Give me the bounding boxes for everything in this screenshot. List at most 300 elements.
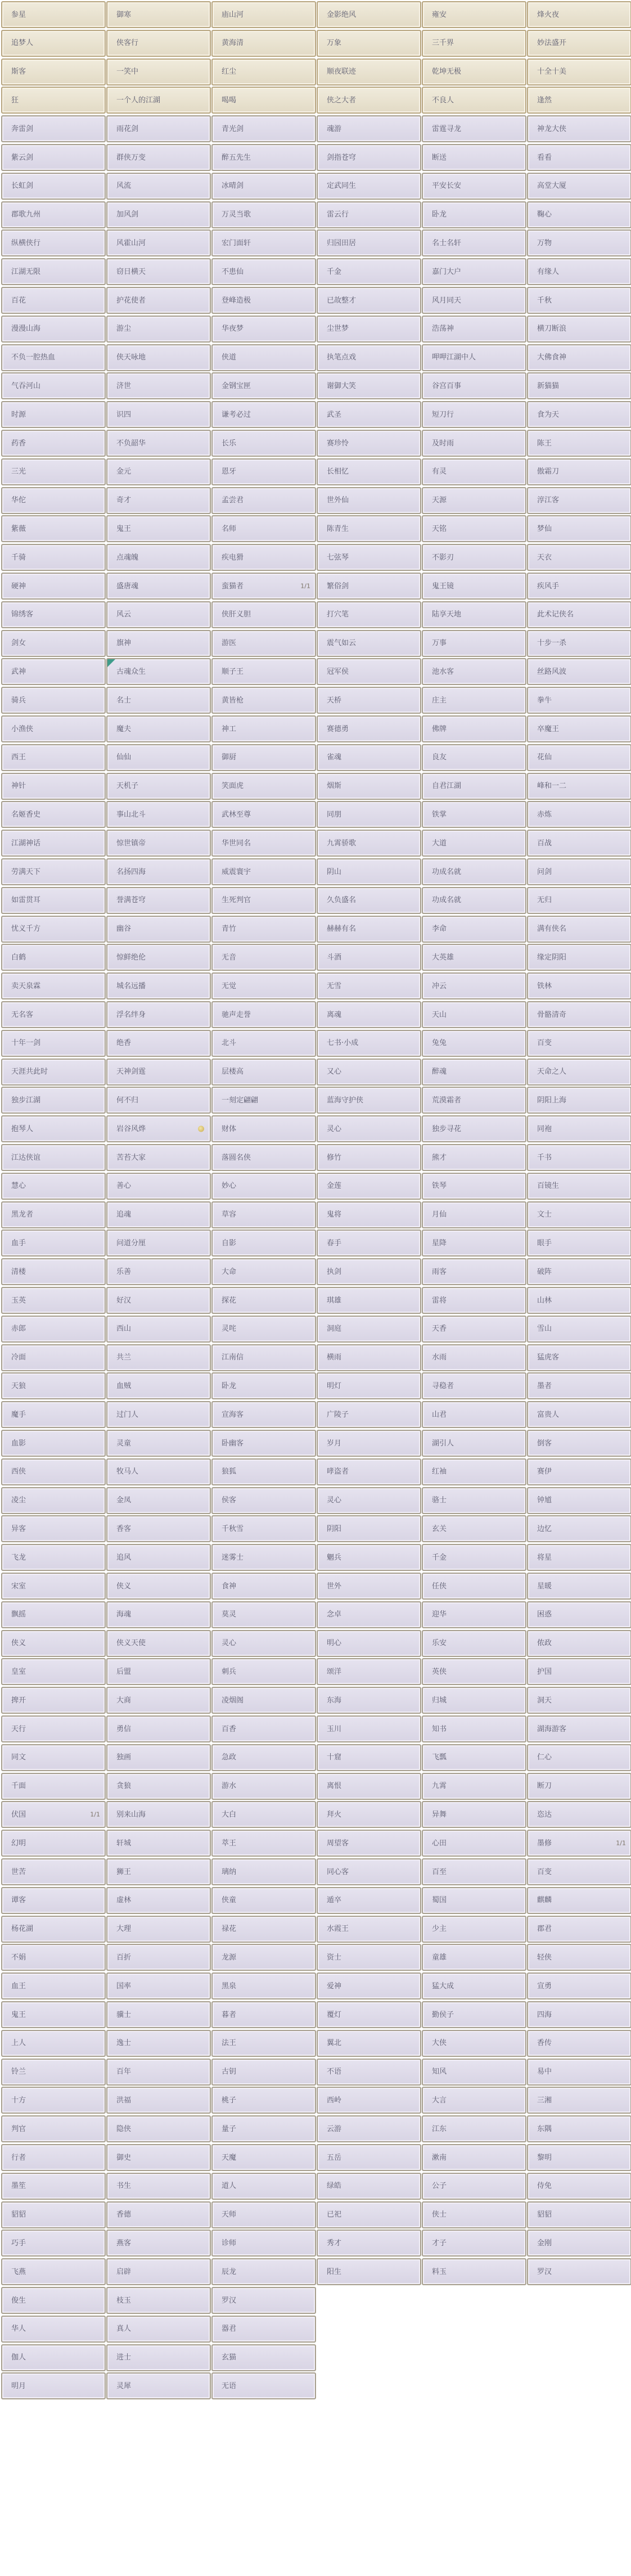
- title-cell[interactable]: [317, 458, 421, 485]
- title-cell[interactable]: [317, 401, 421, 428]
- title-cell[interactable]: [422, 1230, 526, 1257]
- title-cell[interactable]: [106, 2173, 211, 2200]
- title-cell[interactable]: [106, 1515, 211, 1542]
- title-cell[interactable]: [317, 830, 421, 857]
- title-cell[interactable]: [527, 344, 631, 371]
- title-cell[interactable]: [211, 1401, 316, 1428]
- title-cell[interactable]: [422, 601, 526, 628]
- title-cell[interactable]: [422, 1858, 526, 1885]
- title-cell[interactable]: [317, 487, 421, 514]
- title-cell[interactable]: [106, 1173, 211, 1200]
- title-cell[interactable]: [317, 1487, 421, 1514]
- title-cell[interactable]: [317, 1830, 421, 1857]
- title-cell[interactable]: [106, 544, 211, 571]
- title-cell[interactable]: [211, 2372, 316, 2399]
- title-cell[interactable]: [422, 887, 526, 914]
- title-cell[interactable]: [1, 2316, 106, 2343]
- title-cell[interactable]: [317, 1, 421, 28]
- title-cell[interactable]: [317, 316, 421, 343]
- title-cell[interactable]: [211, 201, 316, 228]
- title-cell[interactable]: [1, 487, 106, 514]
- title-cell[interactable]: [527, 744, 631, 771]
- title-cell[interactable]: [211, 1059, 316, 1086]
- title-cell[interactable]: [1, 830, 106, 857]
- title-cell[interactable]: [317, 2230, 421, 2257]
- title-cell[interactable]: [1, 1144, 106, 1171]
- title-cell[interactable]: [422, 1144, 526, 1171]
- title-cell[interactable]: [211, 830, 316, 857]
- title-cell[interactable]: [422, 87, 526, 114]
- title-cell[interactable]: [1, 1658, 106, 1685]
- title-cell[interactable]: [106, 2144, 211, 2171]
- title-cell[interactable]: [106, 1487, 211, 1514]
- title-cell[interactable]: [527, 858, 631, 885]
- title-cell[interactable]: [317, 1401, 421, 1428]
- title-cell[interactable]: [1, 2144, 106, 2171]
- title-cell[interactable]: [527, 573, 631, 600]
- title-cell[interactable]: [211, 287, 316, 314]
- title-cell[interactable]: [1, 1487, 106, 1514]
- title-cell[interactable]: [211, 1287, 316, 1314]
- title-cell[interactable]: [211, 2115, 316, 2142]
- title-cell[interactable]: [527, 173, 631, 200]
- title-cell[interactable]: [317, 687, 421, 714]
- title-cell[interactable]: [211, 1773, 316, 1800]
- title-cell[interactable]: [317, 1344, 421, 1371]
- title-cell[interactable]: [1, 1087, 106, 1114]
- title-cell[interactable]: [422, 515, 526, 542]
- title-cell[interactable]: [317, 1972, 421, 1999]
- title-cell[interactable]: [211, 1801, 316, 1828]
- title-cell[interactable]: [1, 316, 106, 343]
- title-cell[interactable]: [211, 1887, 316, 1914]
- title-cell[interactable]: [527, 2173, 631, 2200]
- title-cell[interactable]: [211, 573, 316, 600]
- title-cell[interactable]: [422, 1401, 526, 1428]
- title-cell[interactable]: [422, 1830, 526, 1857]
- title-cell[interactable]: [106, 630, 211, 657]
- title-cell[interactable]: [106, 1544, 211, 1571]
- title-cell[interactable]: [1, 115, 106, 142]
- title-cell[interactable]: [106, 1658, 211, 1685]
- title-cell[interactable]: [211, 1201, 316, 1228]
- title-cell[interactable]: [211, 1115, 316, 1142]
- title-cell[interactable]: [211, 1, 316, 28]
- title-cell[interactable]: [317, 30, 421, 57]
- title-cell[interactable]: [106, 1316, 211, 1343]
- title-cell[interactable]: [1, 2344, 106, 2371]
- title-cell[interactable]: [1, 1430, 106, 1457]
- title-cell[interactable]: [1, 2230, 106, 2257]
- title-cell[interactable]: [106, 1287, 211, 1314]
- title-cell[interactable]: [422, 1059, 526, 1086]
- title-cell[interactable]: [422, 1258, 526, 1285]
- title-cell[interactable]: [1, 658, 106, 685]
- title-cell[interactable]: [422, 944, 526, 971]
- title-cell[interactable]: [106, 2059, 211, 2086]
- title-cell[interactable]: [527, 1601, 631, 1628]
- title-cell[interactable]: [422, 1916, 526, 1943]
- title-cell[interactable]: [422, 1573, 526, 1600]
- title-cell[interactable]: [527, 1573, 631, 1600]
- title-cell[interactable]: [106, 201, 211, 228]
- title-cell[interactable]: [106, 1, 211, 28]
- title-cell[interactable]: [106, 2201, 211, 2228]
- title-cell[interactable]: [1, 1030, 106, 1057]
- title-cell[interactable]: [106, 1458, 211, 1485]
- title-cell[interactable]: [422, 1115, 526, 1142]
- title-cell[interactable]: [422, 715, 526, 742]
- title-cell[interactable]: [527, 58, 631, 85]
- title-cell[interactable]: [106, 2001, 211, 2028]
- title-cell[interactable]: [1, 1773, 106, 1800]
- title-cell[interactable]: [106, 801, 211, 828]
- title-cell[interactable]: [106, 58, 211, 85]
- title-cell[interactable]: [211, 1744, 316, 1771]
- title-cell[interactable]: [106, 1001, 211, 1028]
- title-cell[interactable]: [527, 1401, 631, 1428]
- title-cell[interactable]: [1, 887, 106, 914]
- title-cell[interactable]: [527, 1344, 631, 1371]
- title-cell[interactable]: [1, 1744, 106, 1771]
- title-cell[interactable]: [422, 1201, 526, 1228]
- title-cell[interactable]: [317, 1258, 421, 1285]
- title-cell[interactable]: [211, 1372, 316, 1399]
- title-cell[interactable]: [422, 1287, 526, 1314]
- title-cell[interactable]: [1, 744, 106, 771]
- title-cell[interactable]: [317, 1944, 421, 1971]
- title-cell[interactable]: [211, 801, 316, 828]
- title-cell[interactable]: [1, 372, 106, 399]
- title-cell[interactable]: [527, 1515, 631, 1542]
- title-cell[interactable]: [1, 287, 106, 314]
- title-cell[interactable]: [1, 144, 106, 171]
- title-cell[interactable]: [211, 344, 316, 371]
- title-cell[interactable]: [317, 1201, 421, 1228]
- title-cell[interactable]: [317, 858, 421, 885]
- title-cell[interactable]: [317, 1115, 421, 1142]
- title-cell[interactable]: [317, 601, 421, 628]
- title-cell[interactable]: [106, 487, 211, 514]
- title-cell[interactable]: [106, 1715, 211, 1742]
- title-cell[interactable]: [527, 201, 631, 228]
- title-cell[interactable]: [106, 1230, 211, 1257]
- title-cell[interactable]: [527, 316, 631, 343]
- title-cell[interactable]: [1, 87, 106, 114]
- title-cell[interactable]: [106, 1773, 211, 1800]
- title-cell[interactable]: [317, 2059, 421, 2086]
- title-cell[interactable]: [527, 1887, 631, 1914]
- title-cell[interactable]: [1, 858, 106, 885]
- title-cell[interactable]: [211, 2059, 316, 2086]
- title-cell[interactable]: [106, 858, 211, 885]
- title-cell[interactable]: [422, 1173, 526, 1200]
- title-cell[interactable]: [317, 515, 421, 542]
- title-cell[interactable]: [1, 1916, 106, 1943]
- title-cell[interactable]: [106, 916, 211, 943]
- title-cell[interactable]: [106, 1372, 211, 1399]
- title-cell[interactable]: [1, 1258, 106, 1285]
- title-cell[interactable]: [211, 58, 316, 85]
- title-cell[interactable]: [422, 1801, 526, 1828]
- title-cell[interactable]: [422, 2059, 526, 2086]
- title-cell[interactable]: [422, 2230, 526, 2257]
- title-cell[interactable]: [422, 630, 526, 657]
- title-cell[interactable]: [317, 1458, 421, 1485]
- title-cell[interactable]: [211, 1458, 316, 1485]
- title-cell[interactable]: [527, 1144, 631, 1171]
- title-cell[interactable]: [106, 430, 211, 457]
- title-cell[interactable]: [211, 2087, 316, 2114]
- title-cell[interactable]: [1, 58, 106, 85]
- title-cell[interactable]: [106, 2344, 211, 2371]
- title-cell[interactable]: [422, 287, 526, 314]
- title-cell[interactable]: [317, 2173, 421, 2200]
- title-cell[interactable]: [211, 401, 316, 428]
- title-cell[interactable]: [317, 744, 421, 771]
- title-cell[interactable]: [527, 1687, 631, 1714]
- title-cell[interactable]: [106, 1430, 211, 1457]
- title-cell[interactable]: [1, 2001, 106, 2028]
- title-cell[interactable]: [422, 229, 526, 256]
- title-cell[interactable]: [422, 658, 526, 685]
- title-cell[interactable]: [527, 1458, 631, 1485]
- title-cell[interactable]: [527, 1258, 631, 1285]
- title-cell[interactable]: [106, 2372, 211, 2399]
- title-cell[interactable]: [211, 1344, 316, 1371]
- title-cell[interactable]: [422, 1087, 526, 1114]
- title-cell[interactable]: [106, 1258, 211, 1285]
- title-cell[interactable]: [317, 430, 421, 457]
- title-cell[interactable]: [317, 258, 421, 285]
- title-cell[interactable]: [317, 287, 421, 314]
- title-cell[interactable]: [1, 801, 106, 828]
- title-cell[interactable]: [422, 372, 526, 399]
- title-cell[interactable]: [527, 544, 631, 571]
- title-cell[interactable]: [1, 430, 106, 457]
- title-cell[interactable]: [211, 2258, 316, 2285]
- title-cell[interactable]: [422, 487, 526, 514]
- title-cell[interactable]: [106, 258, 211, 285]
- title-cell[interactable]: [527, 1487, 631, 1514]
- title-cell[interactable]: [1, 229, 106, 256]
- title-cell[interactable]: [422, 316, 526, 343]
- title-cell[interactable]: [422, 2087, 526, 2114]
- title-cell[interactable]: [422, 258, 526, 285]
- title-cell[interactable]: [1, 1573, 106, 1600]
- title-cell[interactable]: [527, 1801, 631, 1828]
- title-cell[interactable]: [1, 544, 106, 571]
- title-cell[interactable]: [422, 687, 526, 714]
- title-cell[interactable]: [317, 1687, 421, 1714]
- title-cell[interactable]: [317, 2201, 421, 2228]
- title-cell[interactable]: [211, 2144, 316, 2171]
- title-cell[interactable]: [422, 1658, 526, 1685]
- title-cell[interactable]: [211, 372, 316, 399]
- title-cell[interactable]: [317, 1744, 421, 1771]
- title-cell[interactable]: [527, 1287, 631, 1314]
- title-cell[interactable]: [1, 201, 106, 228]
- title-cell[interactable]: [211, 87, 316, 114]
- title-cell[interactable]: [211, 1573, 316, 1600]
- title-cell[interactable]: [422, 1372, 526, 1399]
- title-cell[interactable]: [317, 115, 421, 142]
- title-cell[interactable]: [1, 458, 106, 485]
- title-cell[interactable]: [106, 972, 211, 999]
- title-cell[interactable]: [211, 1687, 316, 1714]
- title-cell[interactable]: [527, 601, 631, 628]
- title-cell[interactable]: [1, 1858, 106, 1885]
- title-cell[interactable]: [422, 1430, 526, 1457]
- title-cell[interactable]: [527, 1173, 631, 1200]
- title-cell[interactable]: [317, 144, 421, 171]
- title-cell[interactable]: [106, 1115, 211, 1142]
- title-cell[interactable]: [317, 173, 421, 200]
- title-cell[interactable]: [527, 87, 631, 114]
- title-cell[interactable]: [527, 30, 631, 57]
- title-cell[interactable]: [1, 1801, 106, 1828]
- title-cell[interactable]: [1, 1601, 106, 1628]
- title-cell[interactable]: [1, 1830, 106, 1857]
- title-cell[interactable]: [317, 372, 421, 399]
- title-cell[interactable]: [1, 1687, 106, 1714]
- title-cell[interactable]: [527, 1115, 631, 1142]
- title-cell[interactable]: [527, 258, 631, 285]
- title-cell[interactable]: [317, 972, 421, 999]
- title-cell[interactable]: [106, 2287, 211, 2314]
- title-cell[interactable]: [527, 1630, 631, 1657]
- title-cell[interactable]: [211, 1916, 316, 1943]
- title-cell[interactable]: [211, 30, 316, 57]
- title-cell[interactable]: [317, 2087, 421, 2114]
- title-cell[interactable]: [422, 1030, 526, 1057]
- title-cell[interactable]: [527, 372, 631, 399]
- title-cell[interactable]: [211, 658, 316, 685]
- title-cell[interactable]: [422, 544, 526, 571]
- title-cell[interactable]: [1, 2087, 106, 2114]
- title-cell[interactable]: [211, 544, 316, 571]
- title-cell[interactable]: [317, 944, 421, 971]
- title-cell[interactable]: [211, 687, 316, 714]
- title-cell[interactable]: [527, 773, 631, 800]
- title-cell[interactable]: [1, 1544, 106, 1571]
- title-cell[interactable]: [527, 2230, 631, 2257]
- title-cell[interactable]: [527, 972, 631, 999]
- title-cell[interactable]: [422, 1515, 526, 1542]
- title-cell[interactable]: [317, 1087, 421, 1114]
- title-cell[interactable]: [106, 287, 211, 314]
- title-cell[interactable]: [317, 1144, 421, 1171]
- title-cell[interactable]: [211, 2030, 316, 2057]
- title-cell[interactable]: [317, 801, 421, 828]
- title-cell[interactable]: [211, 1515, 316, 1542]
- title-cell[interactable]: [527, 144, 631, 171]
- title-cell[interactable]: [106, 687, 211, 714]
- title-cell[interactable]: [422, 2144, 526, 2171]
- title-cell[interactable]: [422, 173, 526, 200]
- title-cell[interactable]: [106, 2316, 211, 2343]
- title-cell[interactable]: [211, 2316, 316, 2343]
- title-cell[interactable]: [527, 1916, 631, 1943]
- title-cell[interactable]: [211, 1972, 316, 1999]
- title-cell[interactable]: [317, 1573, 421, 1600]
- title-cell[interactable]: [527, 1030, 631, 1057]
- title-cell[interactable]: [317, 1230, 421, 1257]
- title-cell[interactable]: [211, 715, 316, 742]
- title-cell[interactable]: [106, 1858, 211, 1885]
- title-cell[interactable]: [527, 2030, 631, 2057]
- title-cell[interactable]: [1, 1, 106, 28]
- title-cell[interactable]: [211, 601, 316, 628]
- title-cell[interactable]: [1, 1887, 106, 1914]
- title-cell[interactable]: [317, 1715, 421, 1742]
- title-cell[interactable]: [106, 1744, 211, 1771]
- title-cell[interactable]: [1, 1944, 106, 1971]
- title-cell[interactable]: [317, 1601, 421, 1628]
- title-cell[interactable]: [527, 1744, 631, 1771]
- title-cell[interactable]: [317, 1630, 421, 1657]
- title-cell[interactable]: [422, 2173, 526, 2200]
- title-cell[interactable]: [211, 2201, 316, 2228]
- title-cell[interactable]: [422, 115, 526, 142]
- title-cell[interactable]: [1, 573, 106, 600]
- title-cell[interactable]: [527, 458, 631, 485]
- title-cell[interactable]: [211, 916, 316, 943]
- title-cell[interactable]: [106, 229, 211, 256]
- title-cell[interactable]: [422, 30, 526, 57]
- title-cell[interactable]: [1, 944, 106, 971]
- title-cell[interactable]: [106, 658, 211, 685]
- title-cell[interactable]: [422, 1944, 526, 1971]
- title-cell[interactable]: [422, 344, 526, 371]
- title-cell[interactable]: [422, 773, 526, 800]
- title-cell[interactable]: [422, 2258, 526, 2285]
- title-cell[interactable]: [211, 1144, 316, 1171]
- title-cell[interactable]: [527, 1316, 631, 1343]
- title-cell[interactable]: [527, 287, 631, 314]
- title-cell[interactable]: [211, 1173, 316, 1200]
- title-cell[interactable]: [106, 1201, 211, 1228]
- title-cell[interactable]: [211, 258, 316, 285]
- title-cell[interactable]: [317, 2258, 421, 2285]
- title-cell[interactable]: [527, 715, 631, 742]
- title-cell[interactable]: [422, 1001, 526, 1028]
- title-cell[interactable]: [317, 1372, 421, 1399]
- title-cell[interactable]: [422, 1773, 526, 1800]
- title-cell[interactable]: [106, 1801, 211, 1828]
- title-cell[interactable]: [106, 944, 211, 971]
- title-cell[interactable]: [1, 515, 106, 542]
- title-cell[interactable]: [106, 1944, 211, 1971]
- title-cell[interactable]: [106, 115, 211, 142]
- title-cell[interactable]: [527, 887, 631, 914]
- title-cell[interactable]: [106, 1144, 211, 1171]
- title-cell[interactable]: [527, 229, 631, 256]
- title-cell[interactable]: [527, 401, 631, 428]
- title-cell[interactable]: [317, 1887, 421, 1914]
- title-cell[interactable]: [317, 1430, 421, 1457]
- title-cell[interactable]: [527, 2144, 631, 2171]
- title-cell[interactable]: [106, 715, 211, 742]
- title-cell[interactable]: [106, 1059, 211, 1086]
- title-cell[interactable]: [1, 1173, 106, 1200]
- title-cell[interactable]: [527, 2001, 631, 2028]
- title-cell[interactable]: [1, 1715, 106, 1742]
- title-cell[interactable]: [1, 2372, 106, 2399]
- title-cell[interactable]: [106, 458, 211, 485]
- title-cell[interactable]: [422, 1715, 526, 1742]
- title-cell[interactable]: [1, 2115, 106, 2142]
